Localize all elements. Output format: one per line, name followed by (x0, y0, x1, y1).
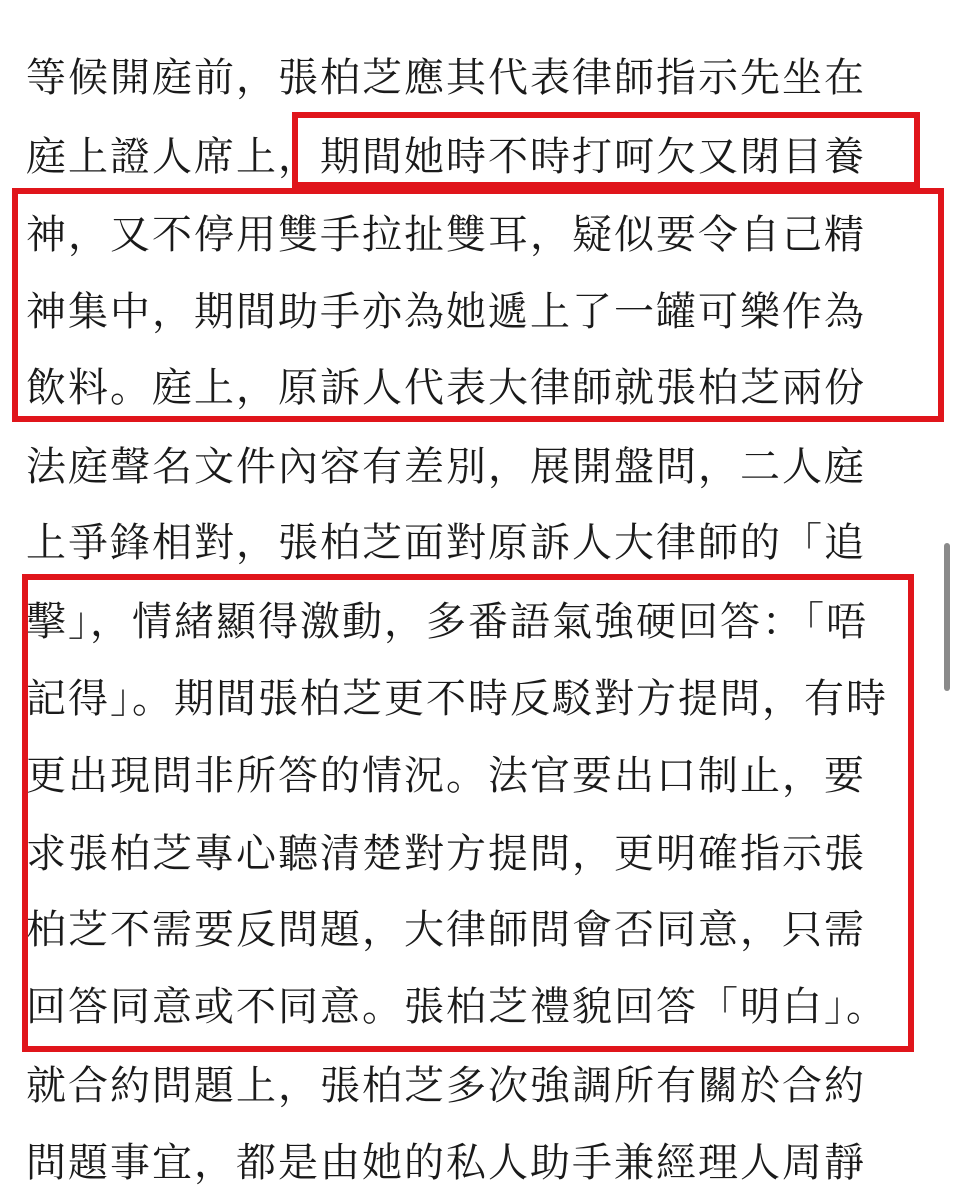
article-line: 就合約問題上，張柏芝多次強調所有關於合約 (26, 1063, 866, 1109)
article-line: 庭上證人席上，期間她時不時打呵欠又閉目養 (26, 134, 866, 180)
article-line: 記得」。期間張柏芝更不時反駁對方提問，有時 (26, 676, 888, 722)
article-line: 更出現問非所答的情況。法官要出口制止，要 (26, 753, 866, 799)
article-line: 法庭聲名文件內容有差別，展開盤問，二人庭 (26, 444, 866, 490)
article-line: 回答同意或不同意。張柏芝禮貌回答「明白」。 (26, 984, 888, 1030)
article-line: 飲料。庭上，原訴人代表大律師就張柏芝兩份 (26, 365, 866, 411)
article-line: 神，又不停用雙手拉扯雙耳，疑似要令自己精 (26, 212, 866, 258)
article-line: 問題事宜，都是由她的私人助手兼經理人周靜 (26, 1140, 866, 1186)
scrollbar-thumb[interactable] (944, 543, 950, 691)
article-line: 神集中，期間助手亦為她遞上了一罐可樂作為 (26, 289, 866, 335)
article-line: 等候開庭前，張柏芝應其代表律師指示先坐在 (26, 55, 866, 101)
article-line: 柏芝不需要反問題，大律師問會否同意，只需 (26, 907, 866, 953)
article-line: 上爭鋒相對，張柏芝面對原訴人大律師的「追 (26, 520, 866, 566)
article-line: 求張柏芝專心聽清楚對方提問，更明確指示張 (26, 831, 866, 877)
article-line: 擊」，情緒顯得激動，多番語氣強硬回答：「唔 (26, 599, 868, 645)
